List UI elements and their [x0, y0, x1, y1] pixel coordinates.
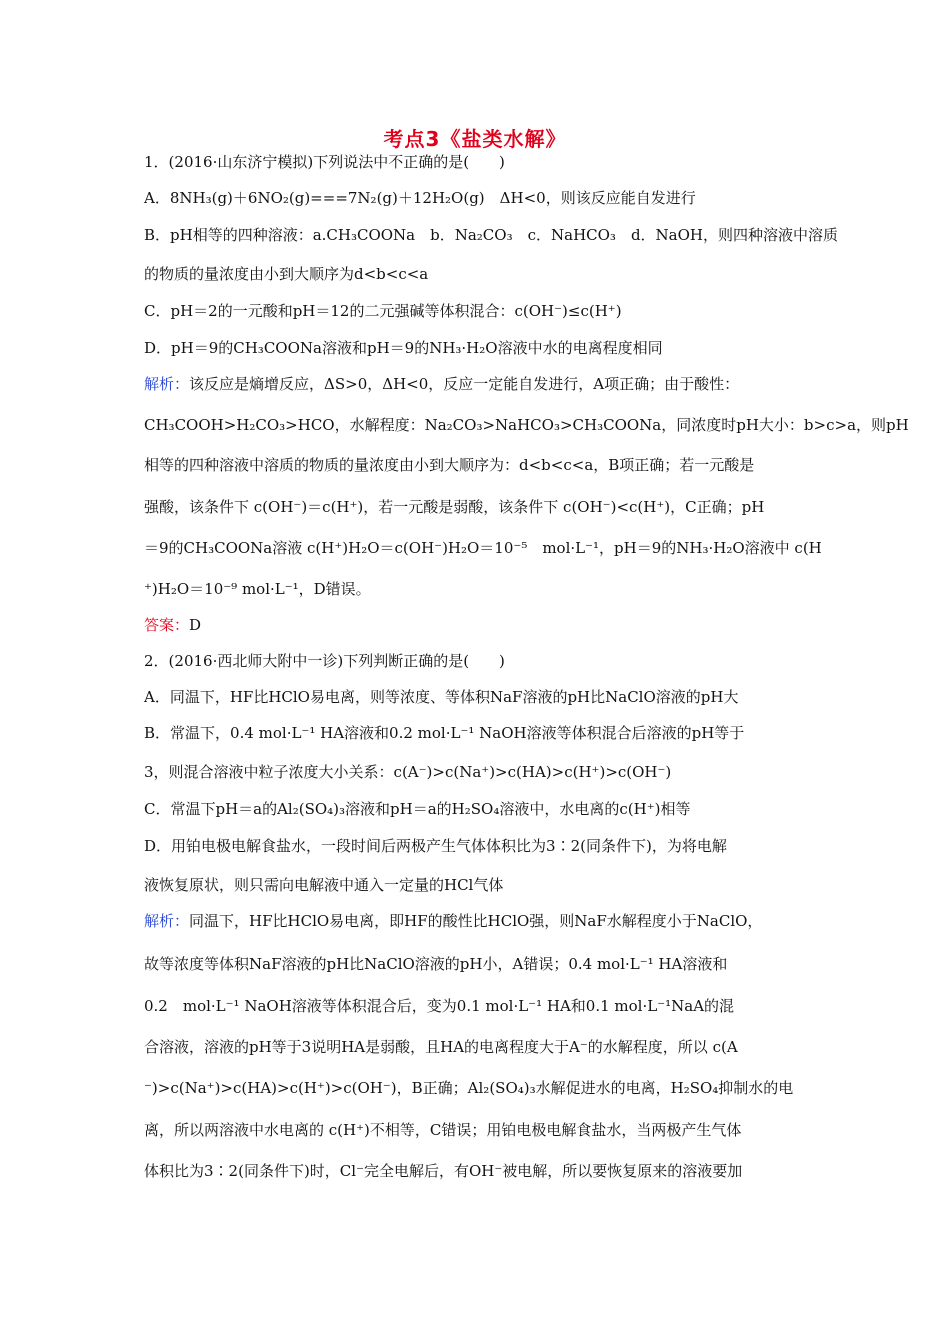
q1-option-b: B．pH相等的四种溶液：a.CH₃COONa b．Na₂CO₃ c．NaHCO₃ d．NaOH，则四种溶液中溶质: [144, 226, 838, 244]
q2-option-d: D．用铂电极电解食盐水，一段时间后两极产生气体体积比为3∶2(同条件下)，为将电解: [144, 837, 727, 855]
q1-option-c: C．pH＝2的一元酸和pH＝12的二元强碱等体积混合：c(OH⁻)≤c(H⁺): [144, 302, 622, 320]
answer-value: D: [189, 616, 202, 634]
q1-analysis-line: ＝9的CH₃COONa溶液 c(H⁺)H₂O＝c(OH⁻)H₂O＝10⁻⁵ mol·L⁻¹，pH＝9的NH₃·H₂O溶液中 c(H: [144, 539, 822, 557]
q2-option-d-cont: 液恢复原状，则只需向电解液中通入一定量的HCl气体: [144, 876, 504, 894]
q1-analysis-line: 相等的四种溶液中溶质的物质的量浓度由小到大顺序为：d<b<c<a，B项正确；若一元酸是: [144, 456, 755, 474]
q1-answer-line: [144, 614, 810, 636]
answer-label: 答案：: [144, 616, 190, 634]
q1-analysis-line: 强酸，该条件下 c(OH⁻)＝c(H⁺)，若一元酸是弱酸，该条件下 c(OH⁻)<c(H⁺)，C正确；pH: [144, 498, 765, 516]
analysis-text: 该反应是熵增反应，ΔS>0，ΔH<0，反应一定能自发进行，A项正确；由于酸性：: [189, 375, 740, 393]
q2-analysis-line: 离，所以两溶液中水电离的 c(H⁺)不相等，C错误；用铂电极电解食盐水，当两极产生气体: [144, 1121, 742, 1139]
q2-option-b-cont: 3，则混合溶液中粒子浓度大小关系：c(A⁻)>c(Na⁺)>c(HA)>c(H⁺)>c(OH⁻): [144, 763, 672, 781]
q2-analysis-line: 0.2 mol·L⁻¹ NaOH溶液等体积混合后，变为0.1 mol·L⁻¹ HA和0.1 mol·L⁻¹NaA的混: [144, 997, 735, 1015]
q1-option-b-cont: 的物质的量浓度由小到大顺序为d<b<c<a: [144, 265, 429, 283]
analysis-label: 解析：: [144, 375, 190, 393]
q2-option-a: A．同温下，HF比HClO易电离，则等浓度、等体积NaF溶液的pH比NaClO溶液的pH大: [144, 688, 739, 706]
q2-option-b: B．常温下，0.4 mol·L⁻¹ HA溶液和0.2 mol·L⁻¹ NaOH溶液等体积混合后溶液的pH等于: [144, 724, 745, 742]
q1-analysis-line: CH₃COOH>H₂CO₃>HCO，水解程度：Na₂CO₃>NaHCO₃>CH₃COONa，同浓度时pH大小：b>c>a，则pH: [144, 416, 909, 434]
q2-stem: 2．(2016·西北师大附中一诊)下列判断正确的是( ): [144, 652, 505, 670]
q1-analysis-line: [144, 373, 810, 395]
q2-analysis-line: 合溶液，溶液的pH等于3说明HA是弱酸，且HA的电离程度大于A⁻的水解程度，所以 c(A: [144, 1038, 738, 1056]
q2-analysis-line: 体积比为3∶2(同条件下)时，Cl⁻完全电解后，有OH⁻被电解，所以要恢复原来的溶液要加: [144, 1162, 743, 1180]
q1-analysis-line: ⁺)H₂O＝10⁻⁹ mol·L⁻¹，D错误。: [144, 580, 371, 598]
q1-stem: 1．(2016·山东济宁模拟)下列说法中不正确的是( ): [144, 153, 505, 171]
analysis-text: 同温下，HF比HClO易电离，即HF的酸性比HClO强，则NaF水解程度小于NaClO，: [189, 912, 763, 930]
page-title: 考点3《盐类水解》: [383, 127, 567, 151]
analysis-label: 解析：: [144, 912, 190, 930]
q2-analysis-line: ⁻)>c(Na⁺)>c(HA)>c(H⁺)>c(OH⁻)，B正确；Al₂(SO₄)₃水解促进水的电离，H₂SO₄抑制水的电: [144, 1079, 794, 1097]
q2-analysis-line: [144, 910, 810, 932]
q1-option-d: D．pH＝9的CH₃COONa溶液和pH＝9的NH₃·H₂O溶液中水的电离程度相同: [144, 339, 663, 357]
q1-option-a: A．8NH₃(g)＋6NO₂(g)===7N₂(g)＋12H₂O(g) ΔH<0，则该反应能自发进行: [144, 189, 696, 207]
q2-analysis-line: 故等浓度等体积NaF溶液的pH比NaClO溶液的pH小，A错误；0.4 mol·L⁻¹ HA溶液和: [144, 955, 728, 973]
q2-option-c: C．常温下pH＝a的Al₂(SO₄)₃溶液和pH＝a的H₂SO₄溶液中，水电离的c(H⁺)相等: [144, 800, 691, 818]
